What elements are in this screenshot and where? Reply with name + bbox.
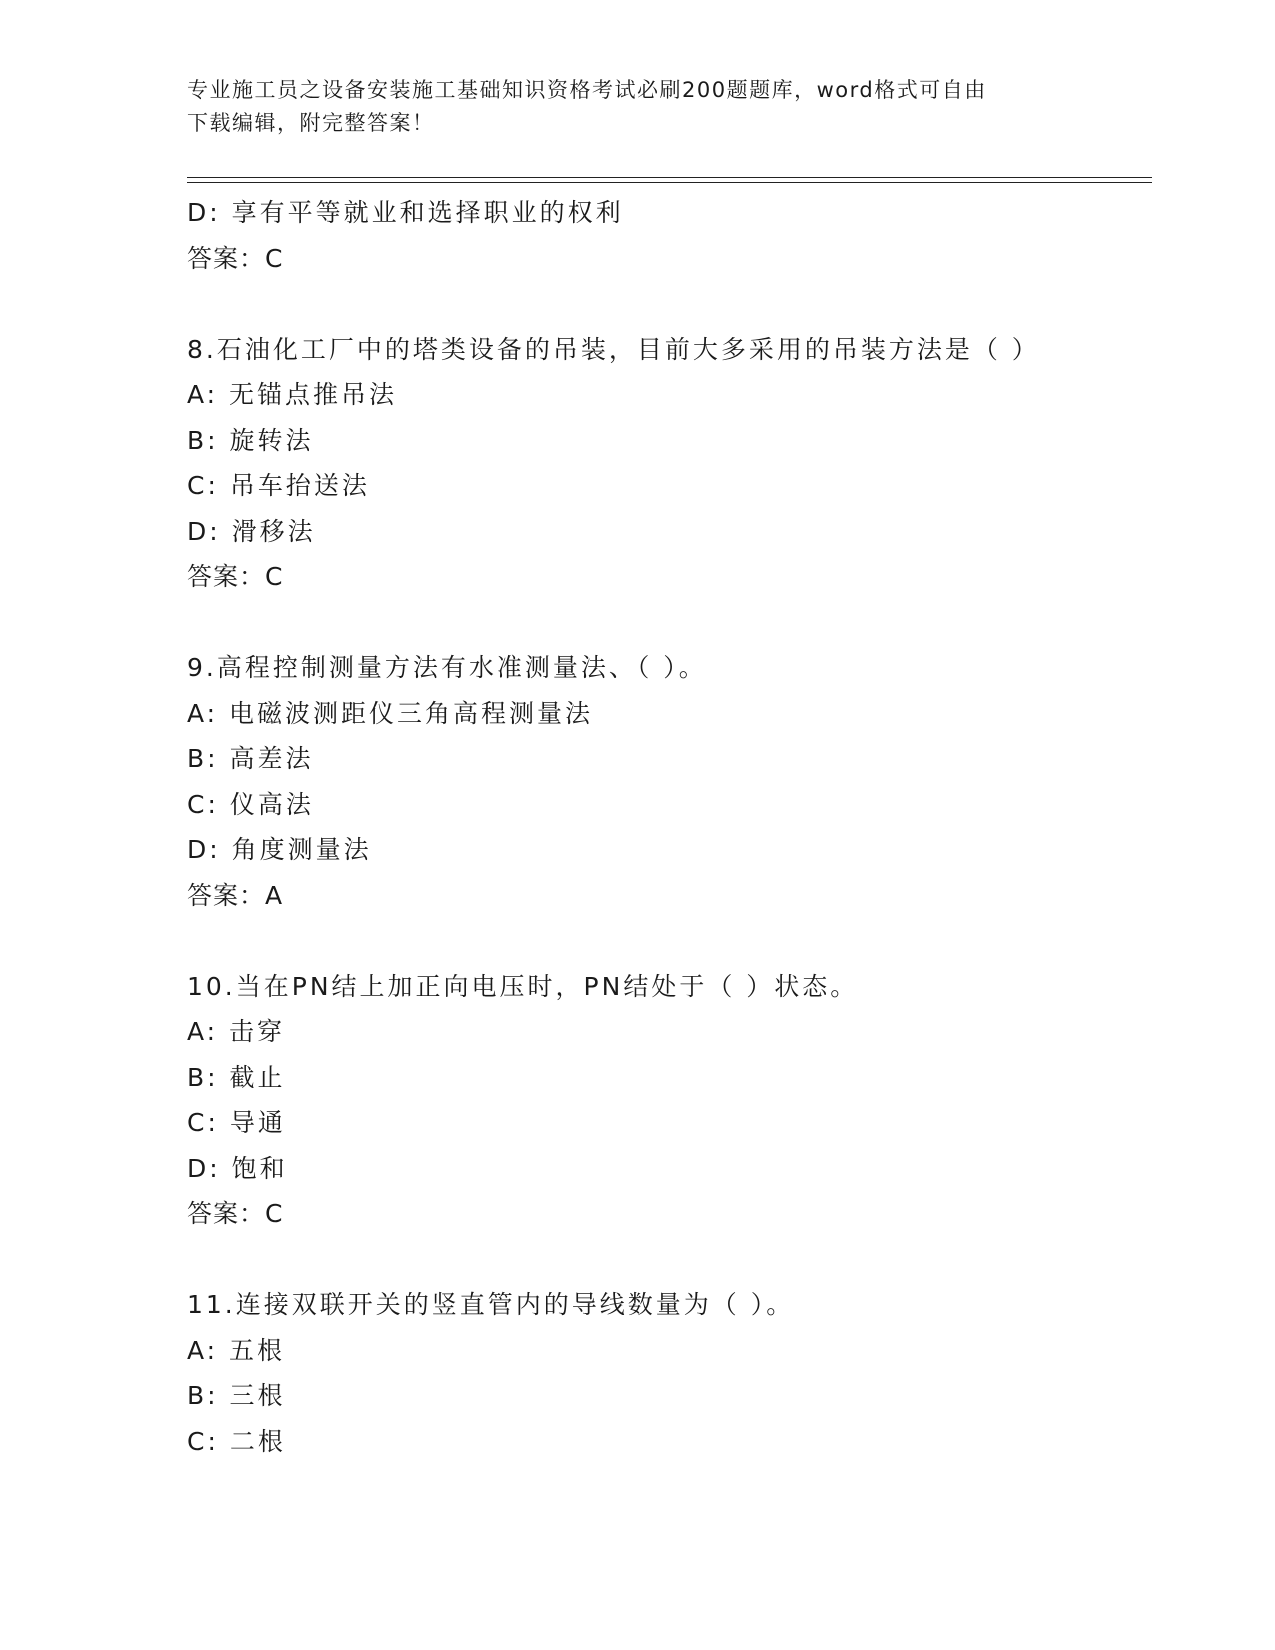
option-d: D: 饱和 xyxy=(187,1153,288,1183)
option-c: C: 仪高法 xyxy=(187,789,314,819)
question-stem: 10.当在PN结上加正向电压时，PN结处于（ ）状态。 xyxy=(187,971,859,1001)
spacer xyxy=(187,281,1147,327)
option-b: B: 旋转法 xyxy=(187,425,314,455)
option-b: B: 高差法 xyxy=(187,744,314,773)
answer: 答案：C xyxy=(187,562,284,591)
answer: 答案：A xyxy=(187,880,284,910)
option-c: C: 吊车抬送法 xyxy=(187,471,370,500)
question-stem: 9.高程控制测量方法有水准测量法、（ ）。 xyxy=(187,653,707,682)
document-body xyxy=(187,190,1147,1464)
document-header xyxy=(187,74,1087,140)
question-stem: 11.连接双联开关的竖直管内的导线数量为（ ）。 xyxy=(187,1290,795,1319)
question-fragment xyxy=(187,190,1147,281)
option-a: A: 电磁波测距仪三角高程测量法 xyxy=(187,698,594,728)
answer: 答案：C xyxy=(187,243,284,273)
option-b: B: 截止 xyxy=(187,1062,286,1092)
option-d: D: 享有平等就业和选择职业的权利 xyxy=(187,198,624,227)
answer: 答案：C xyxy=(187,1199,284,1228)
question-10 xyxy=(187,964,1147,1237)
option-d: D: 滑移法 xyxy=(187,516,316,546)
header-line-1: 专业施工员之设备安装施工基础知识资格考试必刷200题题库，word格式可自由 xyxy=(187,78,987,102)
option-b: B: 三根 xyxy=(187,1381,286,1410)
spacer xyxy=(187,1237,1147,1283)
option-c: C: 导通 xyxy=(187,1108,286,1137)
header-line-2: 下载编辑，附完整答案！ xyxy=(187,111,435,135)
option-d: D: 角度测量法 xyxy=(187,835,372,864)
spacer xyxy=(187,918,1147,964)
option-a: A: 五根 xyxy=(187,1335,286,1365)
option-a: A: 击穿 xyxy=(187,1017,286,1046)
header-divider-bottom xyxy=(187,182,1152,183)
question-stem: 8.石油化工厂中的塔类设备的吊装，目前大多采用的吊装方法是（ ） xyxy=(187,334,1040,364)
spacer xyxy=(187,600,1147,646)
question-11 xyxy=(187,1282,1147,1464)
header-divider-top xyxy=(187,177,1152,178)
question-8 xyxy=(187,327,1147,600)
question-9 xyxy=(187,645,1147,918)
option-a: A: 无锚点推吊法 xyxy=(187,380,398,409)
option-c: C: 二根 xyxy=(187,1426,286,1456)
